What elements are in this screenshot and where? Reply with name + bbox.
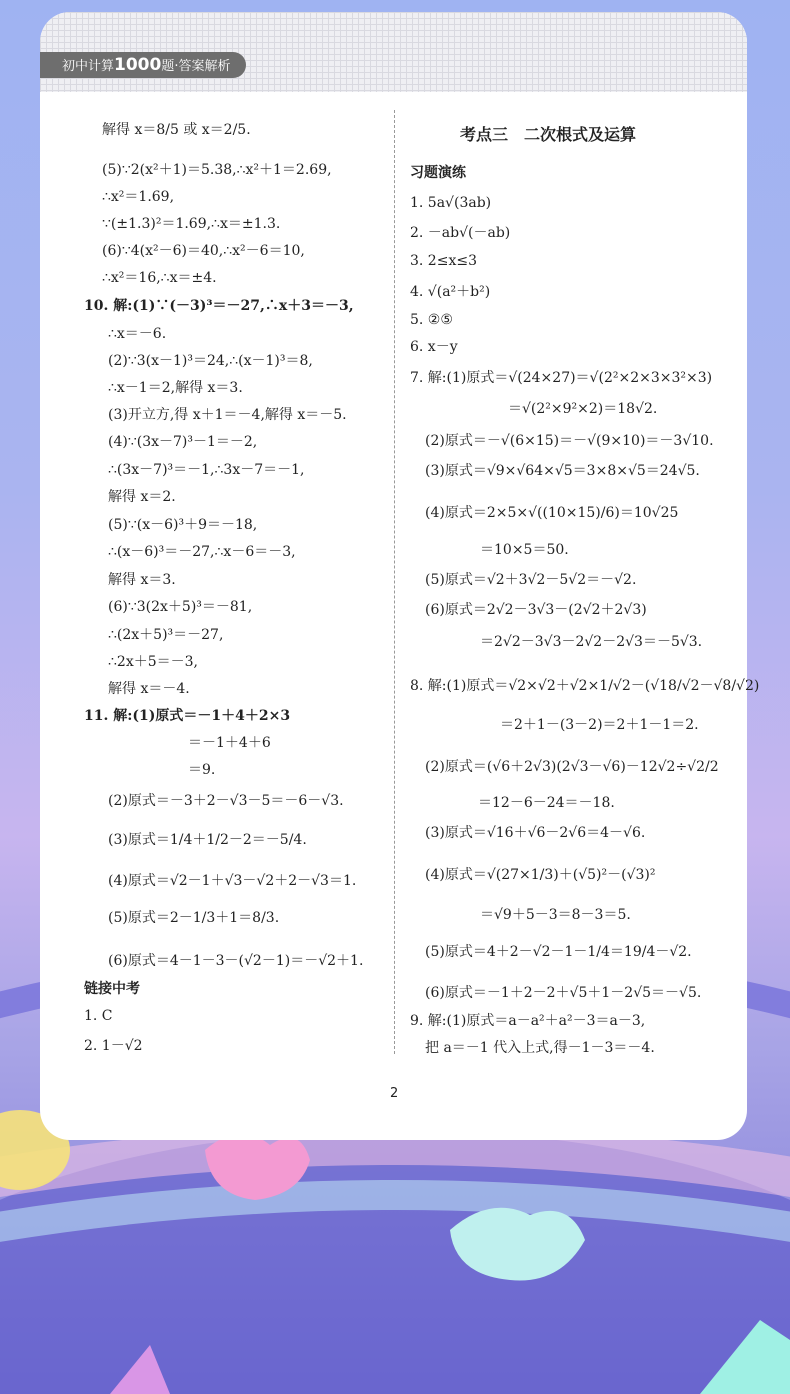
right-line: 6. x－y — [410, 339, 458, 355]
book-title-suffix: 题·答案解析 — [161, 59, 231, 74]
right-line: ＝√(2²×9²×2)＝18√2. — [508, 401, 658, 417]
page-number: 2 — [390, 1086, 399, 1101]
right-line: (5)原式＝√2＋3√2－5√2＝－√2. — [425, 572, 637, 588]
left-line: (3)开立方,得 x＋1＝－4,解得 x＝－5. — [108, 407, 347, 423]
left-line: ∴(x－6)³＝－27,∴x－6＝－3, — [108, 544, 296, 560]
left-line: ∴(3x－7)³＝－1,∴3x－7＝－1, — [108, 462, 305, 478]
left-line: ＝9. — [188, 762, 216, 778]
right-line: (4)原式＝√(27×1/3)＋(√5)²－(√3)² — [425, 867, 656, 883]
card-header — [40, 12, 747, 92]
left-line: ∴x－1＝2,解得 x＝3. — [108, 380, 243, 396]
right-line: ＝2＋1－(3－2)＝2＋1－1＝2. — [500, 717, 699, 733]
left-line: ＝－1＋4＋6 — [188, 735, 271, 751]
left-line: (3)原式＝1/4＋1/2－2＝－5/4. — [108, 832, 307, 848]
right-line: ＝2√2－3√3－2√2－2√3＝－5√3. — [480, 634, 703, 650]
right-line: 8. 解:(1)原式＝√2×√2＋√2×1/√2－(√18/√2－√8/√2) — [410, 678, 760, 694]
left-line: ∴x²＝16,∴x＝±4. — [102, 270, 217, 286]
right-line: 4. √(a²＋b²) — [410, 284, 491, 300]
left-line: (5)∵2(x²＋1)＝5.38,∴x²＋1＝2.69, — [102, 162, 332, 178]
right-line: (3)原式＝√9×√64×√5＝3×8×√5＝24√5. — [425, 463, 700, 479]
section-subtitle: 习题演练 — [410, 165, 466, 181]
right-line: ＝12－6－24＝－18. — [478, 795, 615, 811]
left-line: 解得 x＝2. — [108, 489, 176, 505]
right-line: ＝√9＋5－3＝8－3＝5. — [480, 907, 631, 923]
left-line: ∵(±1.3)²＝1.69,∴x＝±1.3. — [102, 216, 281, 232]
right-line: (5)原式＝4＋2－√2－1－1/4＝19/4－√2. — [425, 944, 692, 960]
left-line: 10. 解:(1)∵(－3)³＝－27,∴x＋3＝－3, — [84, 298, 354, 314]
right-line: 1. 5a√(3ab) — [410, 195, 492, 211]
left-line: 解得 x＝－4. — [108, 681, 190, 697]
right-line: 9. 解:(1)原式＝a－a²＋a²－3＝a－3, — [410, 1013, 646, 1029]
left-line: (2)∵3(x－1)³＝24,∴(x－1)³＝8, — [108, 353, 313, 369]
right-line: (3)原式＝√16＋√6－2√6＝4－√6. — [425, 825, 646, 841]
left-line: (5)∵(x－6)³＋9＝－18, — [108, 517, 258, 533]
left-line: 2. 1－√2 — [84, 1038, 143, 1054]
right-line: ＝10×5＝50. — [480, 542, 569, 558]
right-line: (2)原式＝(√6＋2√3)(2√3－√6)－12√2÷√2/2 — [425, 759, 719, 775]
left-line: (6)原式＝4－1－3－(√2－1)＝－√2＋1. — [108, 953, 364, 969]
left-line: 1. C — [84, 1008, 113, 1024]
right-line: 5. ②⑤ — [410, 312, 453, 328]
left-line: ∴x²＝1.69, — [102, 189, 175, 205]
left-line: (4)原式＝√2－1＋√3－√2＋2－√3＝1. — [108, 873, 357, 889]
column-divider — [394, 110, 395, 1054]
right-line: 2. －ab√(－ab) — [410, 225, 511, 241]
left-line: 解得 x＝8/5 或 x＝2/5. — [102, 122, 251, 138]
section-title: 考点三 二次根式及运算 — [460, 125, 637, 144]
right-line: (6)原式＝－1＋2－2＋√5＋1－2√5＝－√5. — [425, 985, 702, 1001]
left-line: (6)∵3(2x＋5)³＝－81, — [108, 599, 253, 615]
section-heading: 链接中考 — [84, 981, 140, 997]
left-line: (6)∵4(x²－6)＝40,∴x²－6＝10, — [102, 243, 305, 259]
left-line: 解得 x＝3. — [108, 572, 176, 588]
left-line: (5)原式＝2－1/3＋1＝8/3. — [108, 910, 280, 926]
right-line: 7. 解:(1)原式＝√(24×27)＝√(2²×2×3×3²×3) — [410, 370, 713, 386]
left-line: ∴2x＋5＝－3, — [108, 654, 198, 670]
left-line: ∴x＝－6. — [108, 326, 167, 342]
left-line: (4)∵(3x－7)³－1＝－2, — [108, 434, 258, 450]
right-line: 3. 2≤x≤3 — [410, 253, 477, 269]
left-line: 11. 解:(1)原式＝－1＋4＋2×3 — [84, 708, 291, 724]
right-line: 把 a＝－1 代入上式,得－1－3＝－4. — [425, 1040, 655, 1056]
book-title-label — [40, 52, 246, 78]
book-title-number: 1000 — [114, 55, 162, 75]
book-title-prefix: 初中计算 — [62, 59, 115, 74]
right-line: (6)原式＝2√2－3√3－(2√2＋2√3) — [425, 602, 647, 618]
left-line: (2)原式＝－3＋2－√3－5＝－6－√3. — [108, 793, 344, 809]
left-line: ∴(2x＋5)³＝－27, — [108, 627, 224, 643]
right-line: (2)原式＝－√(6×15)＝－√(9×10)＝－3√10. — [425, 433, 714, 449]
right-line: (4)原式＝2×5×√((10×15)/6)＝10√25 — [425, 505, 679, 521]
